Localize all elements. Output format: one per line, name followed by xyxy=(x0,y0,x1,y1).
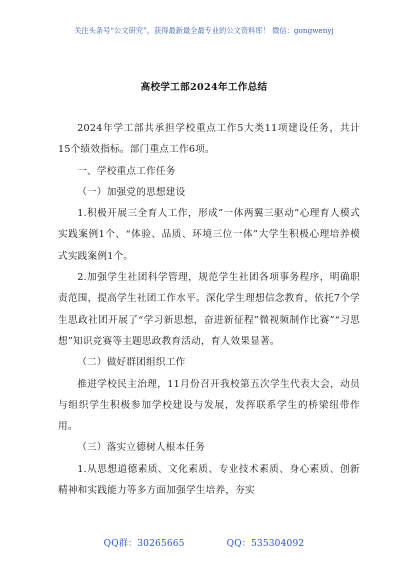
intro-paragraph: 2024年学工部共承担学校重点工作5大类11项建设任务，共计15个绩效指标。部门重点工作6项。 xyxy=(58,123,360,156)
qq-group-number: QQ群：30265665 xyxy=(103,539,185,549)
section-heading-1: 一、学校重点工作任务 xyxy=(77,165,176,177)
document-body xyxy=(58,118,360,501)
subsection-heading-2: （二）做好群团组织工作 xyxy=(77,357,186,369)
header-banner: 关注头条号“公文研究”，获得最新最全最专业的公文资料库！ 微信：gongwenyj xyxy=(74,26,334,35)
subsection-heading-1: （一）加强党的思想建设 xyxy=(77,186,186,198)
document-title: 高校学工部2024年工作总结 xyxy=(140,82,268,93)
paragraph-item-2: 2.加强学生社团科学管理，规范学生社团各项事务程序，明确职责范围，提高学生社团工作水平。深化学生理想信念教育，依托7个学生思政社团开展了“学习新思想，奋进新征程”微视频制作比赛”“习思想”知识竞赛等主题思政教育活动，育人效果显著。 xyxy=(58,272,360,347)
paragraph-item-3: 1.从思想道德素质、文化素质、专业技术素质、身心素质、创新精神和实践能力等多方面加强学生培养，夯实 xyxy=(58,463,360,497)
subsection-heading-3: （三）落实立德树人根本任务 xyxy=(77,442,206,454)
qq-number: QQ：535304092 xyxy=(226,539,305,549)
paragraph-item-1: 1.积极开展三全育人工作，形成”一体两翼三驱动”心理育人模式实践案例1个、“体验、品质、环境三位一体”大学生积极心理培养模式实践案例1个。 xyxy=(58,208,360,262)
footer-contact xyxy=(0,536,408,549)
paragraph-democracy: 推进学校民主治理，11月份召开我校第五次学生代表大会，动员与组织学生积极参加学校建设与发展，发挥联系学生的桥梁纽带作用。 xyxy=(58,378,360,433)
